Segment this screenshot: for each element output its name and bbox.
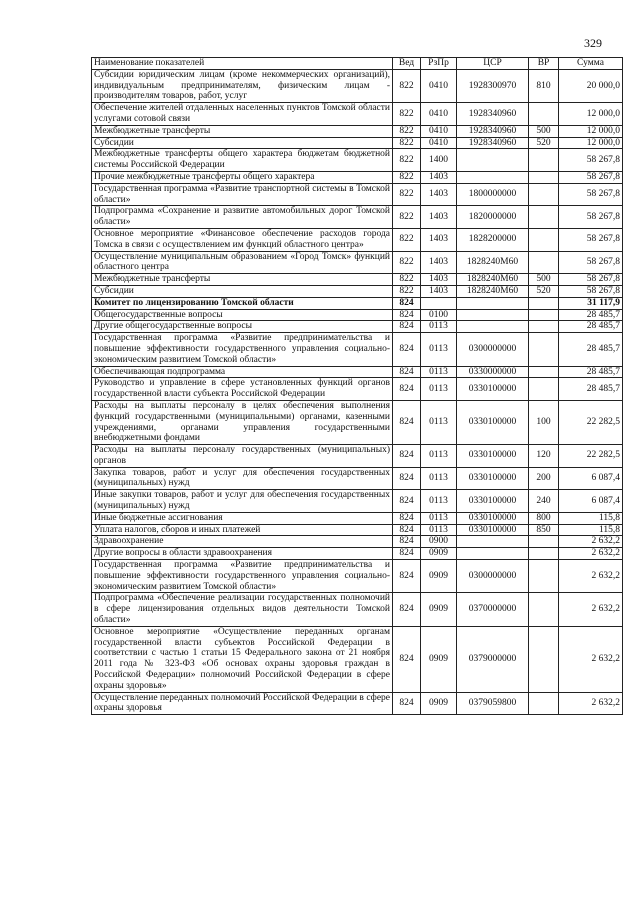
row-name: Закупка товаров, работ и услуг для обеспечения государственных (муниципальных) нужд [92,467,393,490]
row-csr: 0330100000 [457,378,529,401]
row-name: Межбюджетные трансферты [92,274,393,286]
row-ved: 822 [393,149,421,172]
row-sum: 115,8 [559,512,623,524]
row-ved: 824 [393,512,421,524]
row-name: Руководство и управление в сфере установленных функций органов государственной власти субъекта Российской Федерации [92,378,393,401]
table-row [92,137,623,149]
row-name: Иные закупки товаров, работ и услуг для обеспечения государственных (муниципальных) нужд [92,490,393,513]
row-vr [529,560,559,593]
row-vr [529,626,559,692]
row-name: Межбюджетные трансферты [92,125,393,137]
table-row [92,548,623,560]
row-vr [529,309,559,321]
row-ved: 824 [393,490,421,513]
row-ved: 824 [393,321,421,333]
row-sum: 12 000,0 [559,125,623,137]
row-csr: 0379059800 [457,692,529,715]
row-sum: 22 282,5 [559,445,623,468]
row-ved: 824 [393,692,421,715]
row-csr: 0379000000 [457,626,529,692]
table-row [92,400,623,444]
row-csr [457,536,529,548]
table-header-row [92,58,623,70]
row-name: Другие общегосударственные вопросы [92,321,393,333]
row-csr [457,548,529,560]
table-row [92,125,623,137]
row-name: Иные бюджетные ассигнования [92,512,393,524]
row-csr: 1820000000 [457,206,529,229]
table-row [92,490,623,513]
row-vr [529,536,559,548]
row-sum: 58 267,8 [559,171,623,183]
row-rzpr: 0113 [421,445,457,468]
row-ved: 824 [393,366,421,378]
table-row [92,309,623,321]
row-vr [529,366,559,378]
row-rzpr: 1403 [421,228,457,251]
row-ved: 824 [393,548,421,560]
row-sum: 12 000,0 [559,137,623,149]
row-csr: 0370000000 [457,593,529,626]
table-row [92,512,623,524]
header-rzpr: РзПр [421,58,457,70]
row-csr: 0330100000 [457,445,529,468]
row-sum: 2 632,2 [559,548,623,560]
row-sum: 58 267,8 [559,285,623,297]
row-ved: 822 [393,206,421,229]
row-rzpr [421,297,457,309]
row-rzpr: 0113 [421,490,457,513]
row-rzpr: 0113 [421,467,457,490]
row-rzpr: 0900 [421,536,457,548]
row-sum: 58 267,8 [559,228,623,251]
row-csr: 0300000000 [457,333,529,366]
table-row [92,626,623,692]
row-vr: 800 [529,512,559,524]
row-rzpr: 1403 [421,274,457,286]
table-row [92,467,623,490]
header-name: Наименование показателей [92,58,393,70]
row-vr [529,297,559,309]
table-row [92,274,623,286]
row-ved: 824 [393,536,421,548]
table-row [92,445,623,468]
row-rzpr: 0909 [421,593,457,626]
table-row [92,297,623,309]
row-csr: 0330100000 [457,400,529,444]
row-name: Расходы на выплаты персоналу государственных (муниципальных) органов [92,445,393,468]
row-vr: 520 [529,137,559,149]
row-vr [529,149,559,172]
row-ved: 824 [393,309,421,321]
row-ved: 824 [393,378,421,401]
table-row [92,692,623,715]
row-vr [529,321,559,333]
row-ved: 822 [393,125,421,137]
row-rzpr: 1403 [421,285,457,297]
row-sum: 20 000,0 [559,69,623,102]
row-ved: 822 [393,183,421,206]
row-sum: 58 267,8 [559,251,623,274]
row-rzpr: 0113 [421,366,457,378]
table-row [92,228,623,251]
row-rzpr: 0909 [421,626,457,692]
header-csr: ЦСР [457,58,529,70]
row-ved: 824 [393,626,421,692]
row-ved: 822 [393,251,421,274]
row-name: Межбюджетные трансферты общего характера бюджетам бюджетной системы Российской Федерации [92,149,393,172]
table-row [92,183,623,206]
row-rzpr: 1403 [421,251,457,274]
row-name: Здравоохранение [92,536,393,548]
row-rzpr: 1403 [421,183,457,206]
row-name: Государственная программа «Развитие транспортной системы в Томской области» [92,183,393,206]
row-csr: 0300000000 [457,560,529,593]
row-vr [529,548,559,560]
row-rzpr: 0410 [421,69,457,102]
row-csr [457,309,529,321]
row-sum: 22 282,5 [559,400,623,444]
row-vr [529,206,559,229]
row-csr: 1928340960 [457,125,529,137]
table-row [92,321,623,333]
row-name: Основное мероприятие «Финансовое обеспечение расходов города Томска в связи с осуществлением им функций областного центра» [92,228,393,251]
row-rzpr: 0410 [421,125,457,137]
table-row [92,593,623,626]
row-sum: 28 485,7 [559,366,623,378]
table-row [92,285,623,297]
table-row [92,333,623,366]
row-vr: 100 [529,400,559,444]
row-sum: 28 485,7 [559,321,623,333]
row-sum: 58 267,8 [559,149,623,172]
table-row [92,206,623,229]
row-rzpr: 0113 [421,512,457,524]
row-ved: 824 [393,333,421,366]
row-csr [457,149,529,172]
row-ved: 822 [393,137,421,149]
row-name: Субсидии юридическим лицам (кроме некоммерческих организаций), индивидуальным предпринимателям, физическим лицам - производителям товаров, работ, услуг [92,69,393,102]
row-ved: 822 [393,228,421,251]
table-row [92,149,623,172]
row-csr: 1928340960 [457,103,529,126]
row-sum: 12 000,0 [559,103,623,126]
row-sum: 115,8 [559,524,623,536]
row-sum: 2 632,2 [559,593,623,626]
row-vr [529,333,559,366]
row-csr: 1828240М60 [457,274,529,286]
row-rzpr: 0410 [421,103,457,126]
row-sum: 28 485,7 [559,378,623,401]
row-ved: 824 [393,560,421,593]
row-csr: 0330100000 [457,467,529,490]
row-vr [529,171,559,183]
row-csr: 1828240М60 [457,251,529,274]
row-sum: 58 267,8 [559,183,623,206]
row-rzpr: 1403 [421,206,457,229]
row-name: Обеспечение жителей отдаленных населенных пунктов Томской области услугами сотовой связи [92,103,393,126]
table-row [92,69,623,102]
row-name: Подпрограмма «Обеспечение реализации государственных полномочий в сфере лицензирования отдельных видов деятельности Томской области» [92,593,393,626]
row-name: Уплата налогов, сборов и иных платежей [92,524,393,536]
table-row [92,251,623,274]
row-sum: 28 485,7 [559,309,623,321]
row-csr [457,297,529,309]
row-ved: 822 [393,103,421,126]
row-ved: 822 [393,69,421,102]
row-ved: 824 [393,593,421,626]
row-rzpr: 0113 [421,400,457,444]
row-name: Комитет по лицензированию Томской области [92,297,393,309]
row-csr: 1800000000 [457,183,529,206]
table-row [92,560,623,593]
row-name: Осуществление муниципальным образованием «Город Томск» функций областного центра [92,251,393,274]
row-vr [529,251,559,274]
row-vr: 810 [529,69,559,102]
row-rzpr: 0113 [421,378,457,401]
row-name: Другие вопросы в области здравоохранения [92,548,393,560]
row-sum: 58 267,8 [559,274,623,286]
row-csr [457,171,529,183]
row-rzpr: 1403 [421,171,457,183]
row-name: Осуществление переданных полномочий Российской Федерации в сфере охраны здоровья [92,692,393,715]
page-number: 329 [584,36,602,50]
row-csr: 0330100000 [457,512,529,524]
row-name: Субсидии [92,285,393,297]
row-rzpr: 1400 [421,149,457,172]
table-row [92,103,623,126]
row-ved: 822 [393,274,421,286]
row-name: Обеспечивающая подпрограмма [92,366,393,378]
row-sum: 28 485,7 [559,333,623,366]
row-rzpr: 0100 [421,309,457,321]
row-csr: 1828240М60 [457,285,529,297]
row-vr: 500 [529,125,559,137]
row-csr [457,321,529,333]
row-ved: 822 [393,285,421,297]
row-name: Государственная программа «Развитие предпринимательства и повышение эффективности государственного управления социально-экономическим развитием Томской области» [92,333,393,366]
row-sum: 2 632,2 [559,536,623,548]
budget-table [91,57,623,715]
row-ved: 824 [393,467,421,490]
row-rzpr: 0909 [421,548,457,560]
row-vr: 120 [529,445,559,468]
row-name: Государственная программа «Развитие предпринимательства и повышение эффективности государственного управления социально-экономическим развитием Томской области» [92,560,393,593]
row-ved: 824 [393,400,421,444]
row-vr [529,593,559,626]
row-vr: 520 [529,285,559,297]
row-rzpr: 0113 [421,321,457,333]
row-sum: 6 087,4 [559,467,623,490]
row-ved: 824 [393,445,421,468]
row-name: Субсидии [92,137,393,149]
row-name: Прочие межбюджетные трансферты общего характера [92,171,393,183]
row-vr: 200 [529,467,559,490]
header-sum: Сумма [559,58,623,70]
row-name: Общегосударственные вопросы [92,309,393,321]
row-ved: 824 [393,297,421,309]
row-sum: 2 632,2 [559,560,623,593]
row-csr: 0330100000 [457,490,529,513]
row-rzpr: 0113 [421,524,457,536]
row-name: Расходы на выплаты персоналу в целях обеспечения выполнения функций государственными (муниципальными) органами, казенными учреждениями, органами управления государственными внебюджетными фондами [92,400,393,444]
row-sum: 6 087,4 [559,490,623,513]
row-rzpr: 0909 [421,560,457,593]
row-csr: 0330000000 [457,366,529,378]
row-sum: 2 632,2 [559,692,623,715]
row-vr [529,692,559,715]
row-rzpr: 0410 [421,137,457,149]
row-csr: 1928300970 [457,69,529,102]
row-sum: 58 267,8 [559,206,623,229]
row-vr [529,103,559,126]
table-row [92,536,623,548]
table-row [92,366,623,378]
row-vr [529,183,559,206]
row-csr: 1928340960 [457,137,529,149]
row-csr: 0330100000 [457,524,529,536]
row-sum: 2 632,2 [559,626,623,692]
row-vr: 500 [529,274,559,286]
table-row [92,524,623,536]
row-name: Основное мероприятие «Осуществление переданных органам государственной власти субъектов Российской Федерации в соответствии с частью 1 статьи 15 Федерального закона от 21 ноября 2011 года № 323-ФЗ «Об основах охраны здоровья граждан в Российской Федерации» полномочий Российской Федерации в сфере охраны здоровья» [92,626,393,692]
row-csr: 1828200000 [457,228,529,251]
row-sum: 31 117,9 [559,297,623,309]
row-ved: 824 [393,524,421,536]
header-ved: Вед [393,58,421,70]
row-vr [529,228,559,251]
row-vr [529,378,559,401]
row-name: Подпрограмма «Сохранение и развитие автомобильных дорог Томской области» [92,206,393,229]
row-rzpr: 0113 [421,333,457,366]
header-vr: ВР [529,58,559,70]
row-rzpr: 0909 [421,692,457,715]
row-vr: 850 [529,524,559,536]
table-row [92,378,623,401]
table-row [92,171,623,183]
row-ved: 822 [393,171,421,183]
row-vr: 240 [529,490,559,513]
